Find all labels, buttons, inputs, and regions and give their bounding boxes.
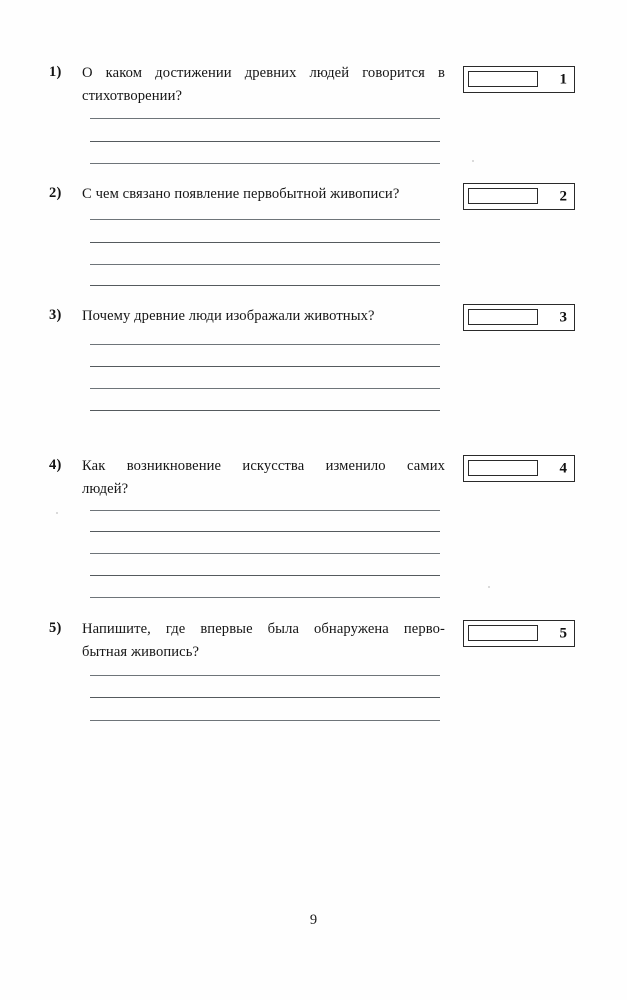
question-text <box>82 62 445 108</box>
scan-speck <box>56 512 58 514</box>
question-text <box>82 183 445 206</box>
question-text <box>82 305 445 328</box>
answer-rule-line[interactable] <box>90 575 440 576</box>
question-text-line-1: С чем связано появление первобытной живописи? <box>82 186 400 202</box>
question-number: 4) <box>49 457 62 473</box>
answer-score-box[interactable] <box>463 304 575 331</box>
question-text-line-2: стихотворении? <box>82 88 183 104</box>
answer-rule-line[interactable] <box>90 510 440 511</box>
answer-rule-line[interactable] <box>90 675 440 676</box>
answer-rule-line[interactable] <box>90 597 440 598</box>
page-number: 9 <box>309 912 318 928</box>
question-text-line-1: Почему древние люди изображали животных? <box>82 308 375 324</box>
answer-rule-line[interactable] <box>90 141 440 142</box>
answer-box-number: 2 <box>559 188 567 204</box>
answer-box-number: 4 <box>559 460 567 476</box>
answer-rule-line[interactable] <box>90 118 440 119</box>
question-number: 1) <box>49 64 62 80</box>
answer-rule-line[interactable] <box>90 264 440 265</box>
question-text-line-2: бытная живопись? <box>82 644 200 660</box>
score-entry-slot[interactable] <box>468 188 538 204</box>
answer-rule-line[interactable] <box>90 388 440 389</box>
answer-rule-line[interactable] <box>90 531 440 532</box>
answer-box-number: 5 <box>559 625 567 641</box>
score-entry-slot[interactable] <box>468 625 538 641</box>
answer-rule-line[interactable] <box>90 242 440 243</box>
answer-score-box[interactable] <box>463 66 575 93</box>
answer-rule-line[interactable] <box>90 285 440 286</box>
answer-rule-line[interactable] <box>90 720 440 721</box>
question-text-line-1: О каком достижении древних людей говорится в <box>82 65 445 81</box>
answer-rule-line[interactable] <box>90 553 440 554</box>
answer-score-box[interactable] <box>463 183 575 210</box>
scan-speck <box>472 160 474 162</box>
answer-box-number: 3 <box>559 309 567 325</box>
question-text <box>82 618 445 664</box>
answer-rule-line[interactable] <box>90 366 440 367</box>
answer-rule-line[interactable] <box>90 219 440 220</box>
answer-score-box[interactable] <box>463 620 575 647</box>
question-text-line-2: людей? <box>82 481 129 497</box>
answer-score-box[interactable] <box>463 455 575 482</box>
scan-speck <box>488 586 490 588</box>
question-number: 2) <box>49 185 62 201</box>
answer-rule-line[interactable] <box>90 344 440 345</box>
answer-rule-line[interactable] <box>90 163 440 164</box>
score-entry-slot[interactable] <box>468 71 538 87</box>
question-number: 3) <box>49 307 62 323</box>
question-text-line-1: Как возникновение искусства изменило самих <box>82 458 445 474</box>
answer-box-number: 1 <box>559 71 567 87</box>
answer-rule-line[interactable] <box>90 410 440 411</box>
question-text-line-1: Напишите, где впервые была обнаружена перво- <box>82 621 445 637</box>
answer-rule-line[interactable] <box>90 697 440 698</box>
score-entry-slot[interactable] <box>468 460 538 476</box>
question-text <box>82 455 445 501</box>
score-entry-slot[interactable] <box>468 309 538 325</box>
question-number: 5) <box>49 620 62 636</box>
